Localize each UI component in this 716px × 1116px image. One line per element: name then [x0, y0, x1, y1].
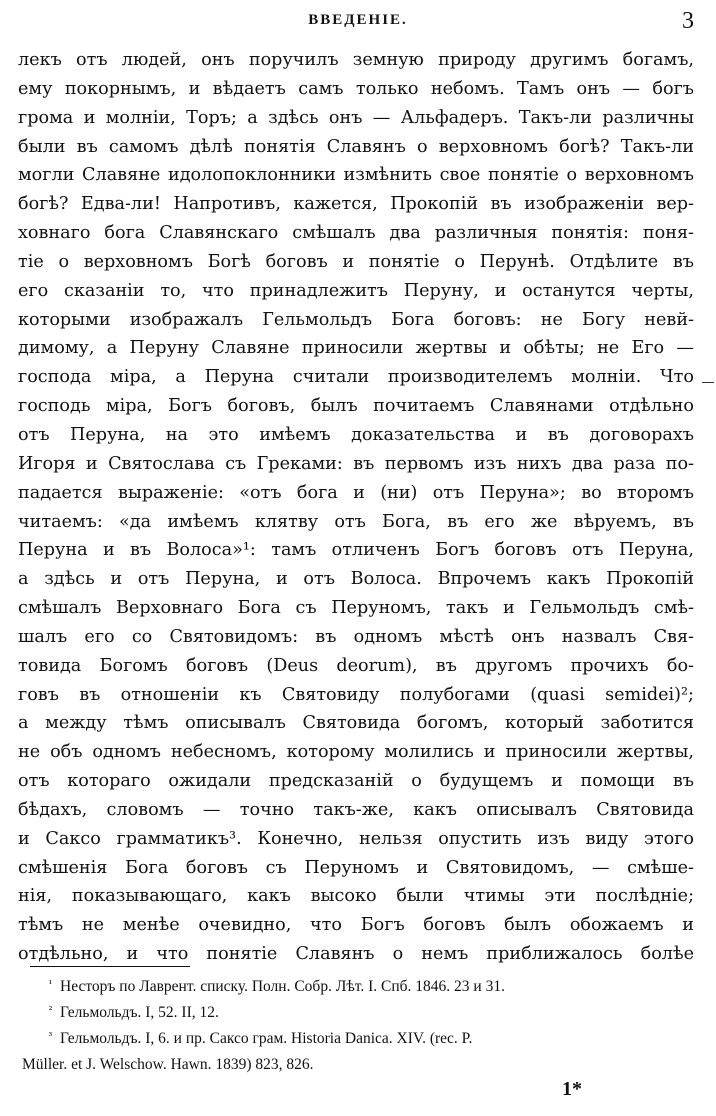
- footnote: [22, 1026, 694, 1052]
- text-line: тѣмъ не менѣе очевидно, что Богъ боговъ былъ обожаемъ и: [18, 915, 694, 936]
- text-line: падается выраженіе: «отъ бога и (ни) отъ Перуна»; во второмъ: [18, 482, 694, 503]
- text-line: Перуна и въ Волоса»¹: тамъ отличенъ Богъ боговъ отъ Перуна,: [18, 540, 694, 561]
- footnote-marker: ³: [48, 1030, 52, 1042]
- body-text: [18, 46, 694, 969]
- footnote-marker: ²: [48, 1004, 52, 1016]
- text-line: отъ котораго ожидали предсказаній о будущемъ и помощи въ: [18, 771, 694, 792]
- footnote-text: Гельмольдъ. I, 52. II, 12.: [60, 1004, 219, 1021]
- text-line: не объ одномъ небесномъ, которому молились и приносили жертвы,: [18, 742, 694, 763]
- text-line: говъ въ отношеніи къ Святовиду полубогами (quasi semidei)²;: [18, 684, 694, 705]
- text-line: ему покорнымъ, и вѣдаетъ самъ только небомъ. Тамъ онъ — богъ: [18, 78, 694, 99]
- footnote-divider: [30, 966, 190, 967]
- footnotes: [22, 974, 694, 1078]
- text-line: бѣдахъ, словомъ — точно такъ-же, какъ описывалъ Святовида: [18, 799, 694, 820]
- margin-mark: [702, 382, 714, 383]
- footnote-text: Гельмольдъ. I, 6. и пр. Саксо грам. Historia Danica. XIV. (rec. P.: [60, 1030, 473, 1047]
- text-line: нія, показывающаго, какъ высоко были чтимы эти послѣдніе;: [18, 886, 694, 907]
- text-line: смѣшалъ Верховнаго Бога съ Перуномъ, такъ и Гельмольдъ смѣ-: [18, 598, 694, 619]
- text-line: а между тѣмъ описывалъ Святовида богомъ, который заботится: [18, 713, 694, 734]
- text-line: читаемъ: «да имѣемъ клятву отъ Бога, въ его же вѣруемъ, въ: [18, 511, 694, 532]
- running-title: ВВЕДЕНІЕ.: [308, 12, 408, 28]
- footnote-text: Müller. et J. Welschow. Hawn. 1839) 823, 826.: [22, 1056, 314, 1073]
- text-line: которыми изображалъ Гельмольдъ Бога боговъ: не Богу невй-: [18, 309, 694, 330]
- footnote: [22, 1000, 694, 1026]
- text-line: могли Славяне идолопоклонники измѣнить свое понятіе о верховномъ: [18, 165, 694, 186]
- text-line: и Саксо грамматикъ³. Конечно, нельзя опустить изъ виду этого: [18, 828, 694, 849]
- text-line: отдѣльно, и что понятіе Славянъ о немъ приближалось болѣе: [18, 944, 694, 965]
- text-line: господа міра, а Перуна считали производителемъ молніи. Что: [18, 367, 694, 388]
- footnote-text: Несторъ по Лаврент. списку. Полн. Собр. Лѣт. I. Спб. 1846. 23 и 31.: [60, 978, 505, 995]
- page-number: 3: [682, 8, 694, 34]
- footnote-marker: ¹: [48, 978, 52, 990]
- text-line: димому, а Перуну Славяне приносили жертвы и обѣты; не Его —: [18, 338, 694, 359]
- footnote-continuation: [22, 1052, 694, 1078]
- text-line: грома и молніи, Торъ; а здѣсь онъ — Альфадеръ. Такъ-ли различны: [18, 107, 694, 128]
- text-line: его сказаніи то, что принадлежитъ Перуну, и останутся черты,: [18, 280, 694, 301]
- text-line: шалъ его со Святовидомъ: въ одномъ мѣстѣ онъ назвалъ Свя-: [18, 626, 694, 647]
- text-line: а здѣсь и отъ Перуна, и отъ Волоса. Впрочемъ какъ Прокопій: [18, 569, 694, 590]
- page-header: [0, 8, 716, 38]
- text-line: товида Богомъ боговъ (Deus deorum), въ другомъ прочихъ бо-: [18, 655, 694, 676]
- text-line: богѣ? Едва-ли! Напротивъ, кажется, Прокопій въ изображеніи вер-: [18, 194, 694, 215]
- text-line: Игоря и Святослава съ Греками: въ первомъ изъ нихъ два раза по-: [18, 453, 694, 474]
- text-line: отъ Перуна, на это имѣемъ доказательства и въ договорахъ: [18, 424, 694, 445]
- footnote: [22, 974, 694, 1000]
- text-line: смѣшенія Бога боговъ съ Перуномъ и Святовидомъ, — смѣше-: [18, 857, 694, 878]
- text-line: тіе о верховномъ Богѣ боговъ и понятіе о Перунѣ. Отдѣлите въ: [18, 251, 694, 272]
- text-line: господь міра, Богъ боговъ, былъ почитаемъ Славянами отдѣльно: [18, 396, 694, 417]
- text-line: лекъ отъ людей, онъ поручилъ земную природу другимъ богамъ,: [18, 50, 694, 70]
- text-line: были въ самомъ дѣлѣ понятія Славянъ о верховномъ богѣ? Такъ-ли: [18, 136, 694, 157]
- signature-mark: 1*: [562, 1078, 582, 1100]
- text-line: ховнаго бога Славянскаго смѣшалъ два различныя понятія: поня-: [18, 223, 694, 244]
